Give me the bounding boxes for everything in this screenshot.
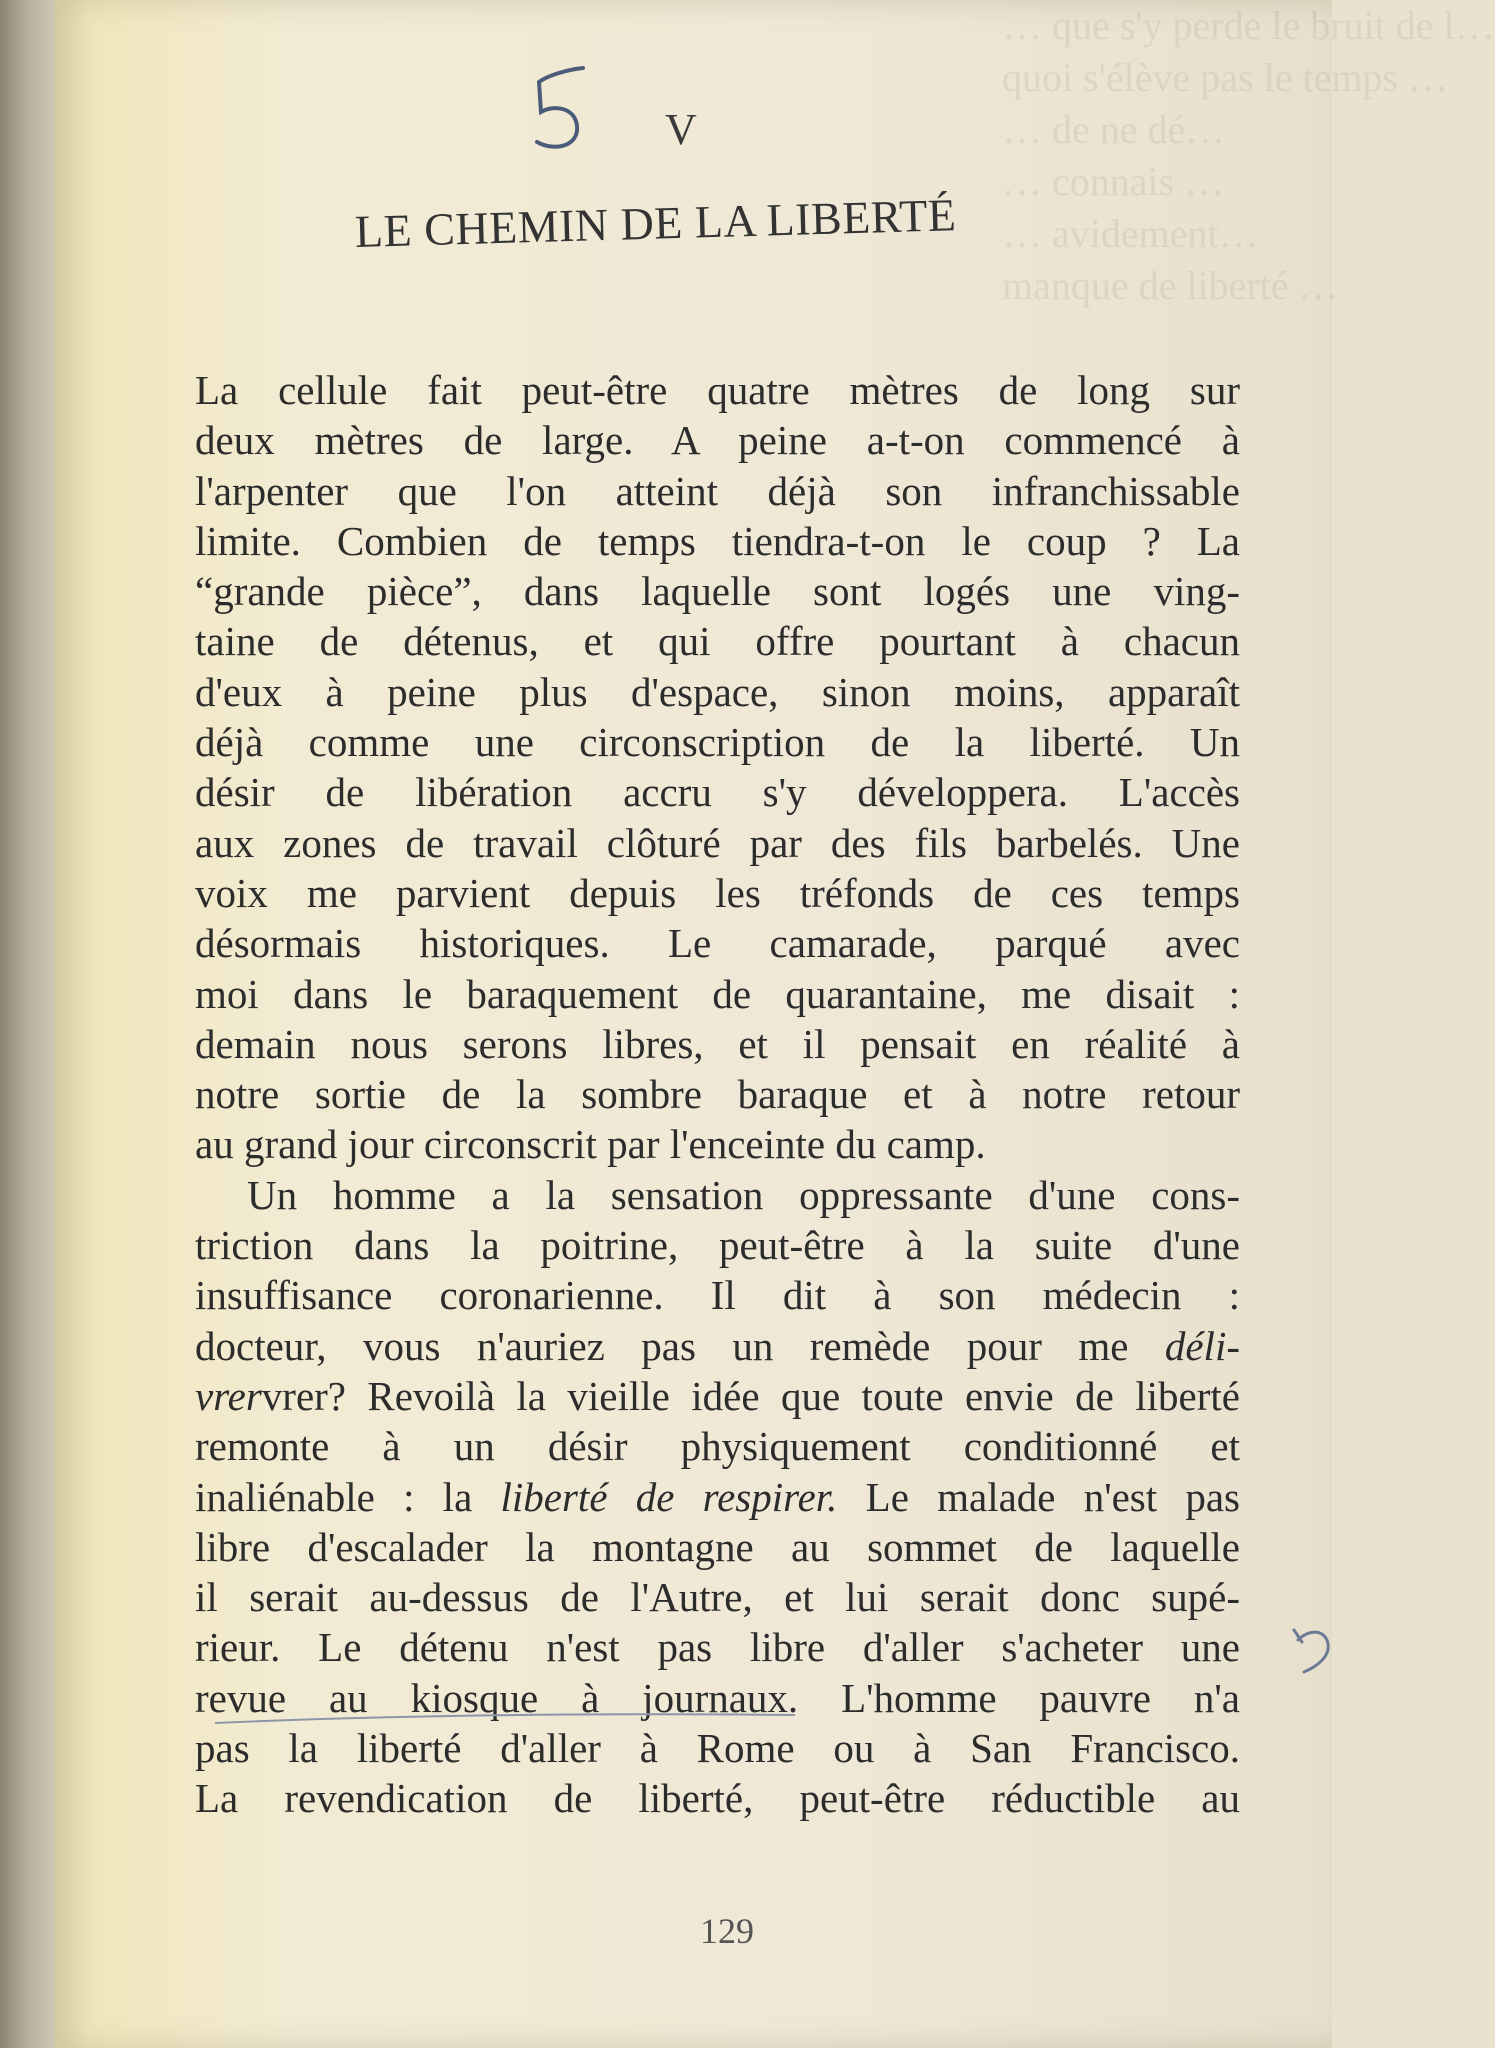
text-line: l'arpenter que l'on atteint déjà son infranchissable — [195, 467, 1240, 514]
text-line: Un homme a la sensation oppressante d'une cons- — [247, 1171, 1240, 1218]
text-line: deux mètres de large. A peine a-t-on commencé à — [195, 417, 1240, 464]
text-segment: Le malade n'est pas — [837, 1473, 1241, 1520]
text-line: aux zones de travail clôturé par des fils barbelés. Une — [195, 819, 1240, 866]
pencil-underline — [195, 1705, 1235, 1735]
text-segment: inaliénable : la — [195, 1473, 501, 1520]
italic-phrase: liberté de respirer. — [500, 1473, 838, 1520]
bleed-through-text: … que s'y perde le bruit de l… quoi s'élève pas le temps … … de ne dé… … connais … … avidement… manque de liberté … — [1002, 3, 1495, 308]
text-line: taine de détenus, et qui offre pourtant à chacun — [195, 618, 1240, 665]
text-line: pas la liberté d'aller à Rome ou à San Francisco. — [195, 1725, 1240, 1772]
text-line: triction dans la poitrine, peut-être à la suite d'une — [195, 1222, 1240, 1269]
text-line — [195, 1472, 1240, 1522]
page-number: 129 — [700, 1911, 754, 1951]
body-text — [195, 365, 1240, 1824]
handwritten-margin-mark — [1290, 1620, 1350, 1680]
text-line: libre d'escalader la montagne au sommet de laquelle — [195, 1523, 1240, 1570]
text-line: au grand jour circonscrit par l'enceinte du camp. — [195, 1121, 986, 1168]
text-line: La revendication de liberté, peut-être réductible au — [195, 1775, 1240, 1822]
text-line: moi dans le baraquement de quarantaine, me disait : — [195, 970, 1240, 1017]
text-line: désormais historiques. Le camarade, parqué avec — [195, 920, 1240, 967]
paragraph — [195, 365, 1240, 1170]
text-line — [195, 1371, 1240, 1421]
text-line: notre sortie de la sombre baraque et à notre retour — [195, 1071, 1240, 1118]
chapter-roman-numeral: V — [665, 105, 697, 154]
text-line: il serait au-dessus de l'Autre, et lui serait donc supé- — [195, 1574, 1240, 1621]
text-line: remonte à un désir physiquement conditionné et — [195, 1423, 1240, 1470]
text-line: revue au kiosque à journaux. L'homme pauvre n'a — [195, 1674, 1240, 1721]
text-line: désir de libération accru s'y développera. L'accès — [195, 769, 1240, 816]
text-line: “grande pièce”, dans laquelle sont logés une ving- — [195, 568, 1240, 615]
text-line: déjà comme une circonscription de la liberté. Un — [195, 719, 1240, 766]
text-line: voix me parvient depuis les tréfonds de ces temps — [195, 869, 1240, 916]
italic-word: vrer — [195, 1372, 262, 1419]
text-line: d'eux à peine plus d'espace, sinon moins, apparaît — [195, 668, 1240, 715]
text-line — [195, 1321, 1240, 1371]
text-line: La cellule fait peut-être quatre mètres de long sur — [195, 367, 1240, 413]
text-line: demain nous serons libres, et il pensait en réalité à — [195, 1020, 1240, 1067]
handwritten-chapter-number — [525, 60, 595, 160]
text-line: limite. Combien de temps tiendra-t-on le coup ? La — [195, 517, 1240, 564]
book-page — [55, 0, 1495, 2048]
chapter-title: LE CHEMIN DE LA LIBERTÉ — [354, 189, 958, 257]
text-segment: docteur, vous n'auriez pas un remède pour me — [195, 1322, 1165, 1369]
italic-word: déli- — [1164, 1322, 1240, 1369]
text-line: insuffisance coronarienne. Il dit à son médecin : — [195, 1272, 1240, 1319]
text-line: rieur. Le détenu n'est pas libre d'aller s'acheter une — [195, 1624, 1240, 1671]
text-segment: vrer? Revoilà la vieille idée que toute envie de liberté — [261, 1372, 1240, 1419]
